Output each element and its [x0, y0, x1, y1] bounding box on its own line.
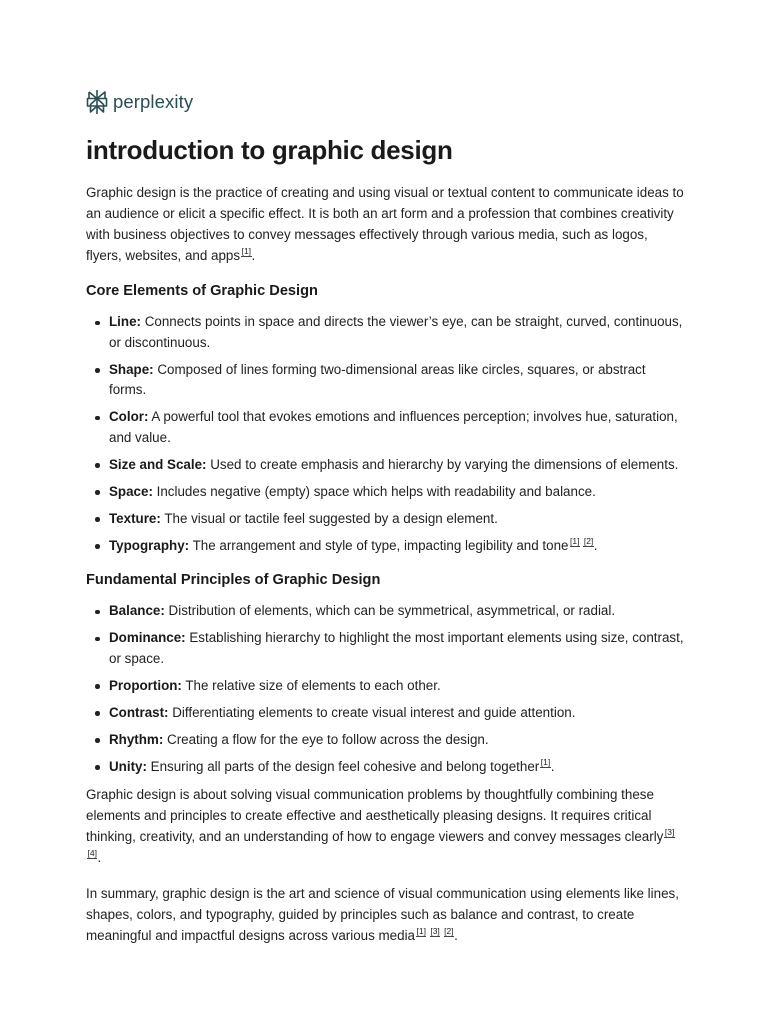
intro-citations — [240, 246, 251, 256]
citation-link[interactable]: [1] — [540, 756, 551, 767]
list-item — [109, 676, 686, 697]
citation-link[interactable]: [4] — [87, 847, 97, 858]
summary2-text: In summary, graphic design is the art and science of visual communication using elements like lines, shapes, colors, and typography, guided by principles such as balance and contrast, to create meaningful and impactful designs across various media — [86, 885, 679, 943]
perplexity-logo-icon — [86, 89, 108, 115]
item-term: Texture: — [109, 510, 161, 526]
citation-link[interactable]: [1] — [241, 246, 252, 256]
list-item — [109, 703, 686, 724]
citation-link[interactable]: [3] — [430, 925, 440, 936]
item-term: Unity: — [109, 758, 147, 774]
list-item — [109, 536, 686, 557]
item-term: Typography: — [109, 537, 190, 553]
item-term: Size and Scale: — [109, 456, 207, 472]
item-end: . — [593, 537, 598, 553]
list-item — [109, 757, 686, 778]
item-citations — [539, 757, 550, 767]
document-content — [86, 88, 686, 946]
summary2-citations — [415, 926, 454, 936]
item-term: Balance: — [109, 603, 165, 618]
item-text: Includes negative (empty) space which helps with readability and balance. — [152, 483, 596, 499]
summary1-end: . — [97, 849, 102, 865]
section-heading-fundamental-principles: Fundamental Principles of Graphic Design — [86, 572, 381, 588]
item-text: Creating a flow for the eye to follow across the design. — [163, 731, 489, 747]
item-end: . — [550, 758, 555, 774]
core-elements-list — [86, 312, 686, 556]
item-term: Space: — [109, 483, 153, 499]
intro-paragraph — [86, 182, 686, 266]
list-item — [109, 312, 686, 353]
item-text: Ensuring all parts of the design feel cohesive and belong together — [146, 758, 540, 774]
summary-paragraph-1 — [86, 784, 686, 868]
item-term: Proportion: — [109, 677, 182, 693]
list-item — [109, 360, 686, 401]
summary-paragraph-2 — [86, 883, 686, 946]
item-text: A powerful tool that evokes emotions and influences perception; involves hue, saturation, and value. — [109, 409, 678, 445]
list-item — [109, 730, 686, 751]
summary2-end: . — [454, 927, 458, 943]
page-title: introduction to graphic design — [86, 135, 453, 165]
item-text: Establishing hierarchy to highlight the most important elements using size, contrast, or space. — [109, 630, 684, 666]
list-item — [109, 601, 686, 622]
item-text: Composed of lines forming two-dimensional areas like circles, squares, or abstract forms. — [109, 361, 646, 397]
citation-link[interactable]: [3] — [664, 826, 675, 837]
item-term: Contrast: — [109, 704, 169, 720]
list-item — [109, 455, 686, 476]
citation-link[interactable]: [2] — [444, 925, 454, 936]
item-text: Connects points in space and directs the viewer’s eye, can be straight, curved, continuous, or discontinuous. — [109, 314, 683, 350]
brand-name: perplexity — [113, 91, 194, 112]
item-text: The relative size of elements to each other. — [181, 677, 441, 693]
item-text: Differentiating elements to create visual interest and guide attention. — [168, 704, 576, 720]
item-term: Line: — [109, 314, 141, 329]
section-heading-core-elements: Core Elements of Graphic Design — [86, 283, 318, 299]
item-text: Used to create emphasis and hierarchy by varying the dimensions of elements. — [206, 456, 679, 472]
citation-link[interactable]: [2] — [583, 535, 594, 546]
citation-link[interactable]: [1] — [570, 535, 580, 546]
summary1-text: Graphic design is about solving visual communication problems by thoughtfully combining these elements and principles to create effective and aesthetically pleasing designs. It requires critical thinking, creativity, and an understanding of how to engage viewers and convey messages clearly — [86, 786, 664, 844]
intro-end: . — [251, 248, 256, 263]
item-citations — [569, 536, 594, 546]
item-term: Rhythm: — [109, 731, 164, 747]
fundamental-principles-list — [86, 601, 686, 777]
citation-link[interactable]: [1] — [416, 925, 426, 936]
item-text: Distribution of elements, which can be symmetrical, asymmetrical, or radial. — [164, 603, 616, 618]
list-item — [109, 509, 686, 530]
brand-logo — [86, 88, 686, 116]
list-item — [109, 482, 686, 503]
item-text: The arrangement and style of type, impacting legibility and tone — [189, 537, 569, 553]
item-term: Dominance: — [109, 630, 186, 645]
item-term: Shape: — [109, 361, 154, 377]
intro-text: Graphic design is the practice of creating and using visual or textual content to communicate ideas to an audience or elicit a specific effect. It is both an art form and a profession that combines creativity with business objectives to convey messages effectively through various media, such as logos, flyers, websites, and apps — [86, 185, 684, 263]
item-text: The visual or tactile feel suggested by a design element. — [160, 510, 498, 526]
list-item — [109, 628, 686, 669]
list-item — [109, 407, 686, 448]
item-term: Color: — [109, 409, 149, 424]
